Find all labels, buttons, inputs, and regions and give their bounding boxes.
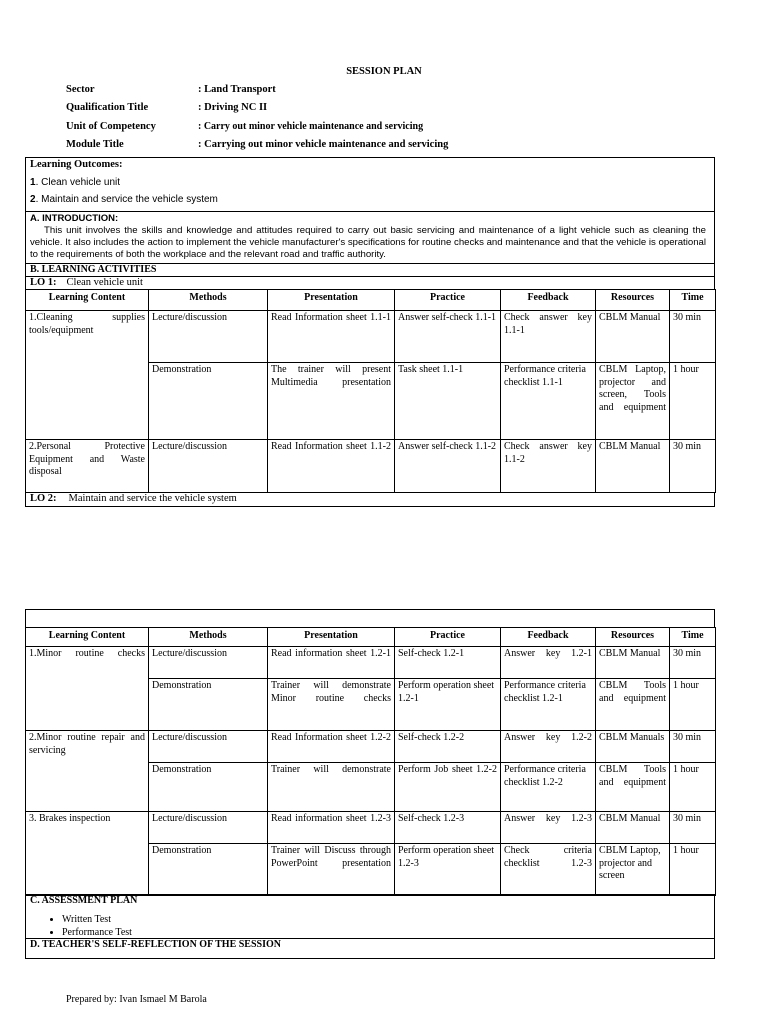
introduction-heading: A. INTRODUCTION: (30, 213, 119, 224)
col-methods: Methods (149, 628, 268, 647)
prepared-by: Prepared by: Ivan Ismael M Barola (66, 994, 207, 1005)
cell-time: 30 min (670, 731, 716, 763)
introduction-box (25, 211, 715, 264)
lo2-activities-table (25, 627, 716, 896)
cell-content: 1.Minor routine checks (26, 647, 149, 731)
cell-presentation: Trainer will demonstrate Minor routine checks (268, 679, 395, 731)
col-time: Time (670, 628, 716, 647)
table-row (26, 440, 716, 493)
lo2-box (25, 492, 715, 507)
header-key: Qualification Title (66, 102, 149, 113)
cell-presentation: Read information sheet 1.2-3 (268, 812, 395, 844)
learning-activities-heading-box (25, 263, 715, 277)
cell-feedback: Answer key 1.2-3 (501, 812, 596, 844)
learning-outcome-2 (30, 194, 218, 205)
lo1-text: Clean vehicle unit (66, 277, 143, 288)
introduction-text: This unit involves the skills and knowledge and attitudes required to carry out basic servicing and maintenance of a light vehicle such as cleaning the vehicle. It also includes the action to implement the vehicle manufacturer's specifications for routine checks and maintenance and that the vehicle is operational to the requirements of both the workplace and the relevant road and traffic authority. (30, 225, 706, 260)
cell-practice: Perform Job sheet 1.2-2 (395, 763, 501, 812)
lo1-row (30, 277, 143, 288)
cell-resources: CBLM Tools and equipment (596, 763, 670, 812)
cell-time: 30 min (670, 440, 716, 493)
cell-time: 30 min (670, 311, 716, 363)
outcome-number: 1 (30, 177, 36, 188)
header-value: : Driving NC II (198, 102, 268, 113)
col-time: Time (670, 290, 716, 311)
cell-presentation: Read Information sheet 1.1-1 (268, 311, 395, 363)
learning-outcomes-box (25, 157, 715, 212)
cell-time: 1 hour (670, 363, 716, 440)
cell-feedback: Performance criteria checklist 1.1-1 (501, 363, 596, 440)
cell-presentation: Read Information sheet 1.1-2 (268, 440, 395, 493)
cell-method: Demonstration (149, 763, 268, 812)
lo1-box (25, 276, 715, 290)
cell-method: Lecture/discussion (149, 311, 268, 363)
lo2-row (30, 493, 237, 504)
cell-method: Demonstration (149, 363, 268, 440)
learning-outcome-1 (30, 177, 120, 188)
assessment-plan-heading: C. ASSESSMENT PLAN (30, 895, 138, 906)
cell-method: Lecture/discussion (149, 812, 268, 844)
cell-presentation: Read Information sheet 1.2-2 (268, 731, 395, 763)
cell-content: 2.Personal Protective Equipment and Waste disposal (26, 440, 149, 493)
cell-content: 3. Brakes inspection (26, 812, 149, 896)
table-row (26, 647, 716, 679)
header-value: : Land Transport (198, 84, 276, 95)
cell-presentation: The trainer will present Multimedia presentation (268, 363, 395, 440)
reflection-box (25, 938, 715, 959)
cell-method: Lecture/discussion (149, 440, 268, 493)
cell-feedback: Performance criteria checklist 1.2-1 (501, 679, 596, 731)
cell-resources: CBLM Laptop, projector and screen, Tools and equipment (596, 363, 670, 440)
header-key: Sector (66, 84, 95, 95)
cell-method: Lecture/discussion (149, 647, 268, 679)
cell-feedback: Answer key 1.2-2 (501, 731, 596, 763)
cell-resources: CBLM Manual (596, 812, 670, 844)
col-learning-content: Learning Content (26, 290, 149, 311)
header-unit (66, 121, 423, 132)
outcome-number: 2 (30, 194, 36, 205)
outcome-text: . Maintain and service the vehicle system (35, 194, 218, 205)
cell-content: 2.Minor routine repair and servicing (26, 731, 149, 812)
cell-method: Demonstration (149, 844, 268, 896)
header-value: : Carrying out minor vehicle maintenance and servicing (198, 139, 449, 150)
cell-time: 1 hour (670, 679, 716, 731)
cell-resources: CBLM Manual (596, 311, 670, 363)
lo2-label: LO 2: (30, 493, 57, 504)
col-feedback: Feedback (501, 628, 596, 647)
cell-resources: CBLM Manuals (596, 731, 670, 763)
cell-presentation: Trainer will demonstrate (268, 763, 395, 812)
col-resources: Resources (596, 290, 670, 311)
col-resources: Resources (596, 628, 670, 647)
table-header-row (26, 290, 716, 311)
col-feedback: Feedback (501, 290, 596, 311)
table-row (26, 812, 716, 844)
cell-practice: Self-check 1.2-2 (395, 731, 501, 763)
cell-presentation: Read information sheet 1.2-1 (268, 647, 395, 679)
cell-resources: CBLM Manual (596, 647, 670, 679)
cell-practice: Self-check 1.2-1 (395, 647, 501, 679)
cell-method: Lecture/discussion (149, 731, 268, 763)
cell-presentation: Trainer will Discuss through PowerPoint presentation (268, 844, 395, 896)
cell-feedback: Performance criteria checklist 1.2-2 (501, 763, 596, 812)
cell-resources: CBLM Manual (596, 440, 670, 493)
lo1-label: LO 1: (30, 277, 57, 288)
col-learning-content: Learning Content (26, 628, 149, 647)
table-header-row (26, 628, 716, 647)
col-presentation: Presentation (268, 290, 395, 311)
table-row (26, 731, 716, 763)
cell-time: 30 min (670, 812, 716, 844)
header-module (66, 139, 448, 150)
header-key: Module Title (66, 139, 124, 150)
cell-feedback: Check answer key 1.1-1 (501, 311, 596, 363)
header-qualification (66, 102, 267, 113)
cell-feedback: Check criteria checklist 1.2-3 (501, 844, 596, 896)
col-presentation: Presentation (268, 628, 395, 647)
col-methods: Methods (149, 290, 268, 311)
col-practice: Practice (395, 290, 501, 311)
cell-time: 1 hour (670, 763, 716, 812)
learning-outcomes-heading: Learning Outcomes: (30, 159, 123, 170)
lo1-activities-table (25, 289, 716, 493)
learning-activities-heading: B. LEARNING ACTIVITIES (30, 264, 157, 275)
table-row (26, 311, 716, 363)
cell-resources: CBLM Laptop, projector and screen (596, 844, 670, 896)
cell-practice: Perform operation sheet 1.2-1 (395, 679, 501, 731)
header-sector (66, 84, 276, 95)
blank-box (25, 609, 715, 628)
document-title: SESSION PLAN (346, 66, 422, 77)
header-value: : Carry out minor vehicle maintenance and servicing (198, 121, 424, 132)
cell-practice: Task sheet 1.1-1 (395, 363, 501, 440)
list-item: • Performance Test (62, 926, 132, 939)
reflection-heading: D. TEACHER'S SELF-REFLECTION OF THE SESSION (30, 939, 281, 950)
cell-feedback: Answer key 1.2-1 (501, 647, 596, 679)
cell-time: 30 min (670, 647, 716, 679)
assessment-plan-box (25, 894, 715, 939)
list-item: • Written Test (62, 913, 132, 926)
cell-method: Demonstration (149, 679, 268, 731)
cell-content: 1.Cleaning supplies tools/equipment (26, 311, 149, 440)
cell-practice: Perform operation sheet 1.2-3 (395, 844, 501, 896)
cell-practice: Self-check 1.2-3 (395, 812, 501, 844)
lo2-text: Maintain and service the vehicle system (68, 493, 237, 504)
assessment-list (26, 913, 132, 939)
outcome-text: . Clean vehicle unit (35, 177, 121, 188)
header-key: Unit of Competency (66, 121, 156, 132)
cell-time: 1 hour (670, 844, 716, 896)
cell-practice: Answer self-check 1.1-1 (395, 311, 501, 363)
cell-feedback: Check answer key 1.1-2 (501, 440, 596, 493)
col-practice: Practice (395, 628, 501, 647)
cell-practice: Answer self-check 1.1-2 (395, 440, 501, 493)
cell-resources: CBLM Tools and equipment (596, 679, 670, 731)
